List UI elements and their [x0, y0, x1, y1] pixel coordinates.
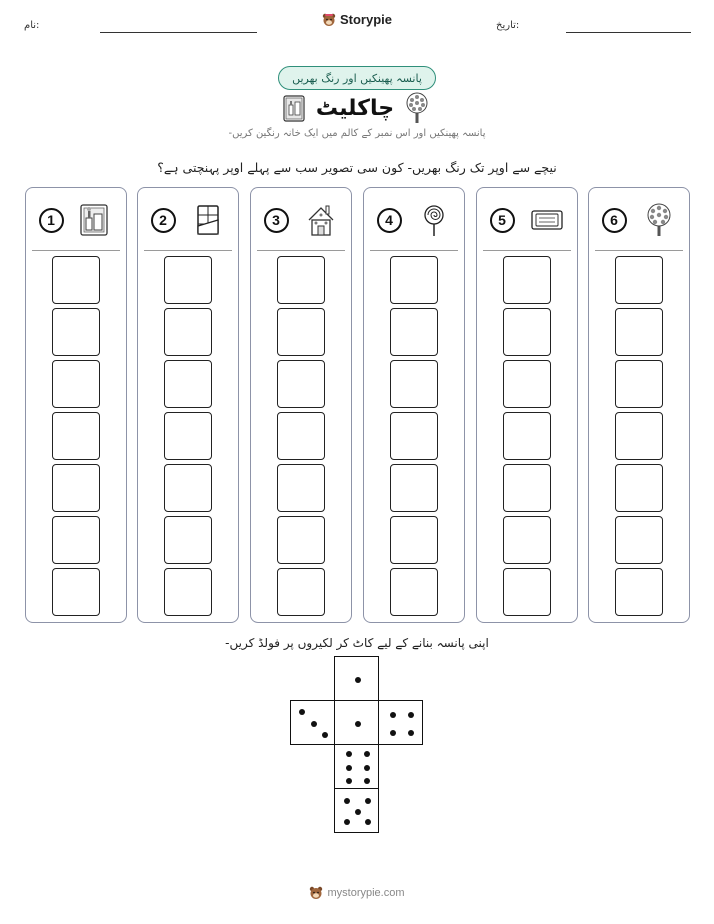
die-face-1	[334, 656, 379, 701]
color-cell[interactable]	[503, 360, 551, 408]
color-cell[interactable]	[615, 516, 663, 564]
column-divider	[595, 250, 683, 251]
chocolate-bar-icon	[190, 202, 226, 238]
footer	[0, 886, 714, 900]
pip	[364, 765, 370, 771]
color-cell[interactable]	[390, 464, 438, 512]
bear-logo-icon	[322, 13, 336, 27]
die-face-5	[334, 788, 379, 833]
column-header	[26, 202, 126, 238]
color-cell[interactable]	[164, 412, 212, 460]
golden-ticket-icon	[529, 202, 565, 238]
page-title: چاکلیٹ	[315, 95, 395, 121]
fold-instruction: اپنی پانسہ بنانے کے لیے کاٹ کر لکیروں پر فولڈ کریں-	[225, 636, 489, 650]
pip	[346, 765, 352, 771]
pip	[390, 712, 396, 718]
chocolate-factory-book-icon	[282, 93, 308, 123]
die-face-6	[334, 744, 379, 789]
pip	[322, 732, 328, 738]
race-column-1	[25, 187, 127, 623]
race-column-3	[250, 187, 352, 623]
color-cell[interactable]	[503, 308, 551, 356]
pip	[390, 730, 396, 736]
color-cell[interactable]	[277, 308, 325, 356]
pip	[299, 709, 305, 715]
color-cell[interactable]	[503, 412, 551, 460]
color-cell[interactable]	[164, 516, 212, 564]
color-cell[interactable]	[390, 516, 438, 564]
color-cell[interactable]	[615, 464, 663, 512]
color-cell[interactable]	[52, 360, 100, 408]
candy-house-icon	[303, 202, 339, 238]
column-number: 2	[151, 208, 176, 233]
pip	[346, 751, 352, 757]
color-cell[interactable]	[52, 516, 100, 564]
column-header	[477, 202, 577, 238]
color-cell[interactable]	[503, 568, 551, 616]
pip	[355, 809, 361, 815]
color-cell[interactable]	[503, 516, 551, 564]
color-cell[interactable]	[164, 308, 212, 356]
subtitle: پانسہ پھینکیں اور اس نمبر کے کالم میں ایک خانہ رنگین کریں-	[228, 128, 486, 139]
die-face-3	[290, 700, 335, 745]
column-header	[138, 202, 238, 238]
column-divider	[370, 250, 458, 251]
brand-name: Storypie	[339, 12, 392, 27]
pip	[365, 798, 371, 804]
color-cell[interactable]	[615, 360, 663, 408]
color-cell[interactable]	[164, 568, 212, 616]
column-number: 4	[377, 208, 402, 233]
color-cell[interactable]	[503, 464, 551, 512]
die-face-1	[334, 700, 379, 745]
color-cell[interactable]	[615, 308, 663, 356]
pip	[364, 778, 370, 784]
color-cell[interactable]	[52, 256, 100, 304]
column-header	[589, 202, 689, 238]
color-cell[interactable]	[277, 516, 325, 564]
color-cell[interactable]	[52, 568, 100, 616]
column-divider	[32, 250, 120, 251]
color-cell[interactable]	[52, 412, 100, 460]
race-column-4	[363, 187, 465, 623]
color-cell[interactable]	[277, 256, 325, 304]
date-line[interactable]	[566, 32, 691, 33]
chocolate-factory-icon	[78, 202, 114, 238]
color-cell[interactable]	[390, 568, 438, 616]
color-cell[interactable]	[277, 464, 325, 512]
column-divider	[483, 250, 571, 251]
pip	[408, 712, 414, 718]
column-number: 5	[490, 208, 515, 233]
color-cell[interactable]	[164, 464, 212, 512]
date-label: تاریخ:	[496, 20, 520, 31]
color-cell[interactable]	[52, 464, 100, 512]
color-cell[interactable]	[615, 412, 663, 460]
color-cell[interactable]	[277, 412, 325, 460]
column-header	[364, 202, 464, 238]
pip	[408, 730, 414, 736]
color-cell[interactable]	[503, 256, 551, 304]
pip	[365, 819, 371, 825]
question: نیچے سے اوپر تک رنگ بھریں- کون سی تصویر سب سے پہلے اوپر پہنچتی ہے؟	[157, 160, 557, 175]
column-number: 3	[264, 208, 289, 233]
brand-logo	[0, 12, 714, 27]
column-header	[251, 202, 351, 238]
color-cell[interactable]	[615, 568, 663, 616]
lollipop-icon	[416, 202, 452, 238]
pip	[355, 677, 361, 683]
color-cell[interactable]	[615, 256, 663, 304]
footer-url: mystorypie.com	[327, 887, 405, 899]
color-cell[interactable]	[390, 308, 438, 356]
candy-tree-icon	[641, 202, 677, 238]
candy-tree-icon	[402, 92, 432, 124]
activity-pill: پانسہ پھینکیں اور رنگ بھریں	[278, 66, 436, 90]
color-cell[interactable]	[390, 256, 438, 304]
color-cell[interactable]	[390, 412, 438, 460]
column-divider	[144, 250, 232, 251]
color-cell[interactable]	[390, 360, 438, 408]
column-number: 6	[602, 208, 627, 233]
pip	[344, 819, 350, 825]
pip	[346, 778, 352, 784]
race-column-2	[137, 187, 239, 623]
race-column-6	[588, 187, 690, 623]
race-column-5	[476, 187, 578, 623]
bear-footer-icon	[309, 886, 323, 900]
color-cell[interactable]	[277, 568, 325, 616]
name-line[interactable]	[100, 32, 257, 33]
column-number: 1	[39, 208, 64, 233]
pip	[355, 721, 361, 727]
pip	[364, 751, 370, 757]
color-cell[interactable]	[52, 308, 100, 356]
name-label: نام:	[24, 20, 40, 31]
color-cell[interactable]	[164, 256, 212, 304]
color-cell[interactable]	[164, 360, 212, 408]
title-row	[0, 92, 714, 124]
pip	[344, 798, 350, 804]
column-divider	[257, 250, 345, 251]
pip	[311, 721, 317, 727]
die-face-4	[378, 700, 423, 745]
color-cell[interactable]	[277, 360, 325, 408]
